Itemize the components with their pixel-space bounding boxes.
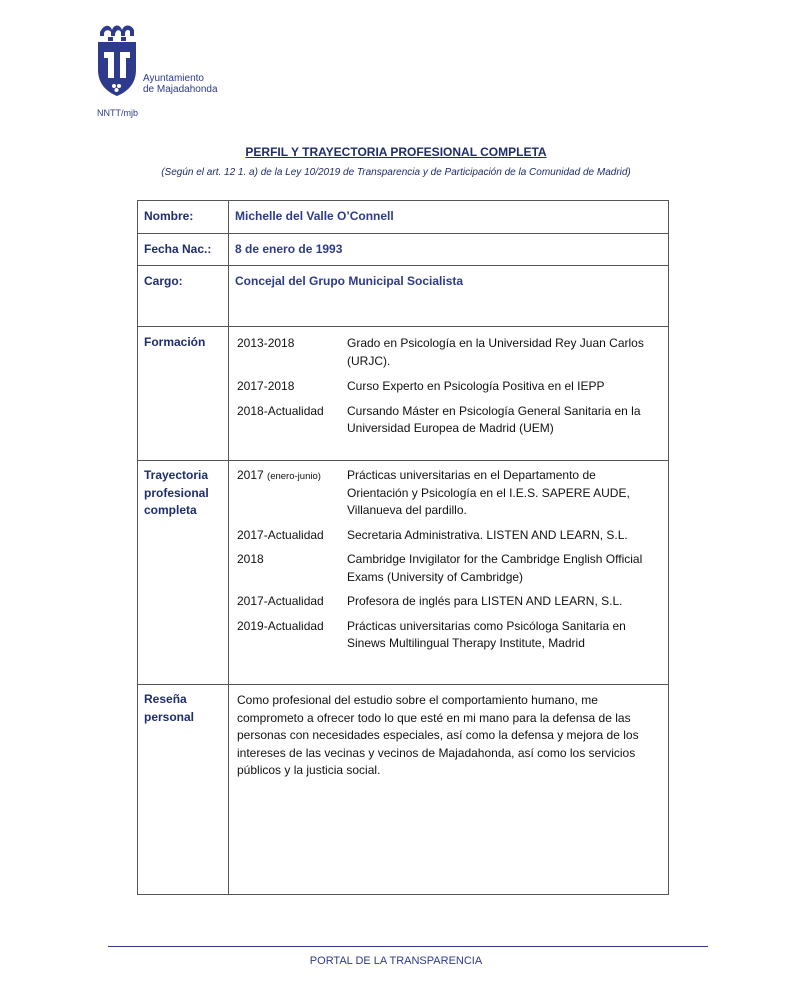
formacion-year: 2017-2018 — [237, 379, 295, 393]
trayectoria-year: 2017-Actualidad — [237, 594, 324, 608]
row-fecha — [138, 234, 669, 266]
document-title: PERFIL Y TRAYECTORIA PROFESIONAL COMPLETA — [245, 145, 547, 159]
formacion-item — [237, 378, 648, 396]
nombre-value: Michelle del Valle O’Connell — [229, 201, 669, 234]
document-subtitle: (Según el art. 12 1. a) de la Ley 10/2019 de Transparencia y de Participación de la Comunidad de Madrid) — [161, 167, 631, 178]
formacion-content — [229, 327, 669, 461]
footer-divider — [108, 946, 708, 947]
formacion-desc: Grado en Psicología en la Universidad Rey Juan Carlos (URJC). — [347, 336, 644, 368]
fecha-value: 8 de enero de 1993 — [229, 234, 669, 266]
trayectoria-item — [237, 467, 648, 520]
formacion-desc: Curso Experto en Psicología Positiva en el IEPP — [347, 379, 605, 393]
formacion-item — [237, 335, 648, 370]
trayectoria-content — [229, 461, 669, 685]
trayectoria-desc: Prácticas universitarias en el Departamento de Orientación y Psicología en el I.E.S. SAPERE AUDE, Villanueva del pardillo. — [347, 468, 630, 517]
trayectoria-item — [237, 593, 648, 611]
row-formacion — [138, 327, 669, 461]
trayectoria-year: 2018 — [237, 552, 264, 566]
logo-text — [143, 73, 218, 95]
trayectoria-year: 2017 — [237, 468, 264, 482]
logo-line-2: de Majadahonda — [143, 84, 218, 95]
logo-line-1: Ayuntamiento — [143, 73, 204, 84]
row-cargo — [138, 266, 669, 327]
resena-text: Como profesional del estudio sobre el comportamiento humano, me comprometo a ofrecer todo lo que esté en mi mano para la defensa de las personas con necesidades especiales, así como la defensa y mejora de los intereses de las vecinas y vecinos de Majadahonda, así como los servicios públicos y la justicia social. — [237, 693, 639, 777]
trayectoria-label: Trayectoria profesional completa — [138, 461, 229, 685]
formacion-year: 2013-2018 — [237, 336, 295, 350]
row-nombre — [138, 201, 669, 234]
trayectoria-desc: Secretaria Administrativa. LISTEN AND LEARN, S.L. — [347, 527, 628, 542]
resena-content — [229, 685, 669, 895]
trayectoria-desc: Cambridge Invigilator for the Cambridge English Official Exams (University of Cambridge) — [347, 552, 643, 584]
profile-table — [137, 200, 669, 895]
formacion-year: 2018-Actualidad — [237, 403, 324, 418]
resena-label: Reseña personal — [138, 685, 229, 895]
row-resena — [138, 685, 669, 895]
trayectoria-year: 2019-Actualidad — [237, 618, 324, 633]
footer-text: PORTAL DE LA TRANSPARENCIA — [309, 955, 483, 967]
ayuntamiento-logo — [94, 22, 140, 98]
cargo-value: Concejal del Grupo Municipal Socialista — [229, 266, 669, 327]
row-trayectoria — [138, 461, 669, 685]
trayectoria-year: 2017-Actualidad — [237, 527, 324, 542]
trayectoria-note: (enero-junio) — [267, 471, 321, 482]
trayectoria-item — [237, 527, 648, 545]
formacion-desc: Cursando Máster en Psicología General Sanitaria en la Universidad Europea de Madrid (UEM) — [347, 403, 641, 435]
trayectoria-desc: Prácticas universitarias como Psicóloga Sanitaria en Sinews Multilingual Therapy Institute, Madrid — [347, 618, 626, 650]
fecha-label: Fecha Nac.: — [138, 234, 229, 266]
trayectoria-item — [237, 618, 648, 653]
formacion-item — [237, 403, 648, 438]
cargo-label: Cargo: — [138, 266, 229, 327]
nombre-label: Nombre: — [138, 201, 229, 234]
formacion-label: Formación — [138, 327, 229, 461]
document-reference: NNTT/mjb — [97, 108, 138, 118]
trayectoria-item — [237, 551, 648, 586]
trayectoria-desc: Profesora de inglés para LISTEN AND LEARN, S.L. — [347, 594, 623, 608]
